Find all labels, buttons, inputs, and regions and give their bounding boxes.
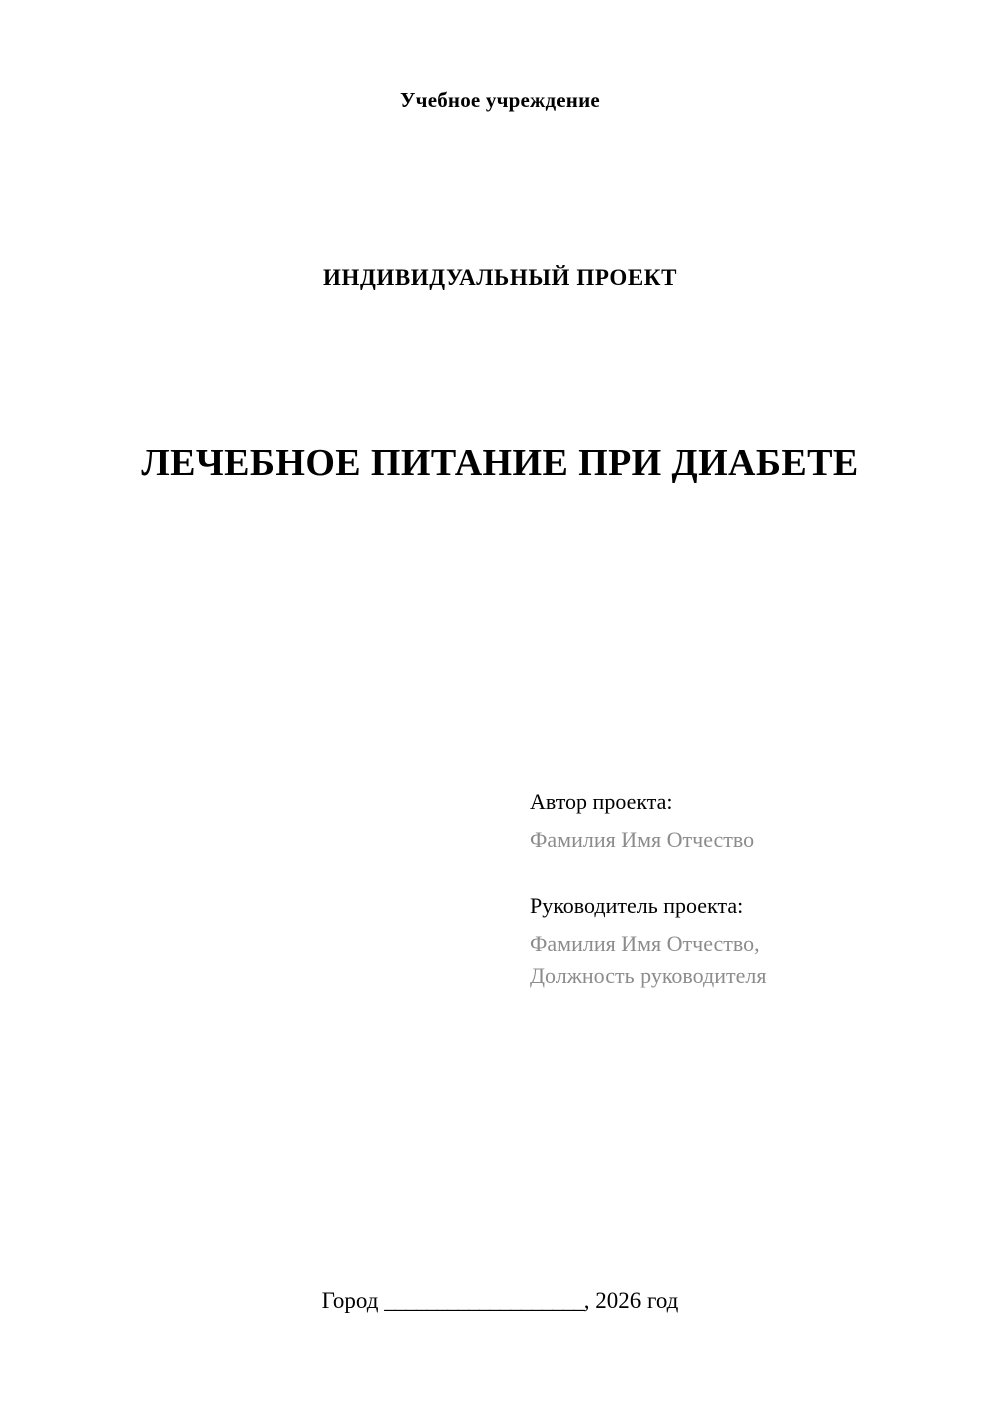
page-title: ЛЕЧЕБНОЕ ПИТАНИЕ ПРИ ДИАБЕТЕ	[141, 442, 859, 484]
author-label: Автор проекта:	[530, 789, 673, 814]
supervisor-label: Руководитель проекта:	[530, 892, 744, 918]
work-type-label: ИНДИВИДУАЛЬНЫЙ ПРОЕКТ	[322, 265, 678, 290]
supervisor-value-line-2: Должность руководителя	[530, 962, 767, 988]
supervisor-value-line-1: Фамилия Имя Отчество,	[530, 930, 760, 956]
year-suffix: , 2026 год	[583, 1288, 679, 1313]
supervisor-group	[530, 890, 930, 992]
city-blank-line: ___________________	[384, 1288, 584, 1313]
author-value: Фамилия Имя Отчество	[530, 826, 755, 852]
author-group	[530, 786, 930, 856]
footer-city-year	[0, 1288, 1000, 1314]
credits-block	[530, 786, 930, 991]
institution-name: Учебное учреждение	[400, 88, 600, 112]
city-prefix: Город	[321, 1288, 385, 1313]
